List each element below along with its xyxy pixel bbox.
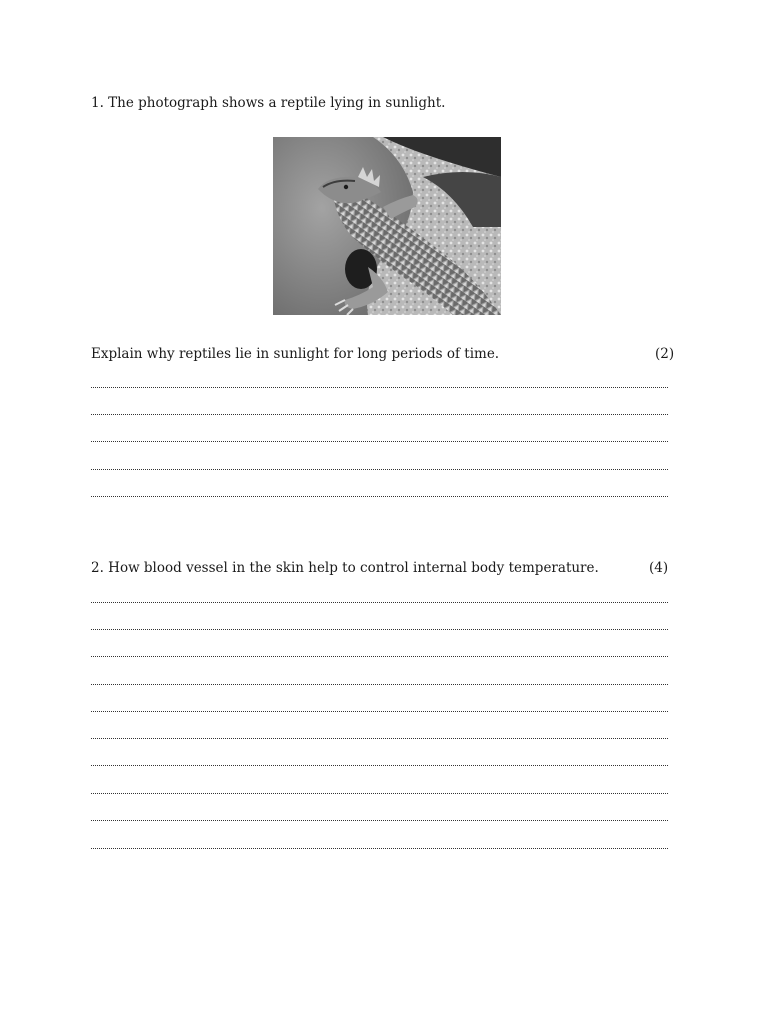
question-2-answer-line-3[interactable] xyxy=(91,656,668,657)
question-2-marks: (4) xyxy=(649,560,669,576)
question-2-answer-line-7[interactable] xyxy=(91,765,668,766)
question-2-answer-line-5[interactable] xyxy=(91,711,668,712)
question-2-answer-line-8[interactable] xyxy=(91,793,668,794)
question-1-answer-line-5[interactable] xyxy=(91,496,668,497)
question-2-answer-line-4[interactable] xyxy=(91,684,668,685)
question-1-prompt: Explain why reptiles lie in sunlight for long periods of time. xyxy=(91,346,500,362)
reptile-photo xyxy=(273,137,501,315)
question-1-marks: (2) xyxy=(655,346,675,362)
question-2-answer-line-10[interactable] xyxy=(91,848,668,849)
question-2-answer-line-9[interactable] xyxy=(91,820,668,821)
question-1-answer-line-2[interactable] xyxy=(91,414,668,415)
question-2-prompt: 2. How blood vessel in the skin help to control internal body temperature. xyxy=(91,560,599,576)
question-1-answer-line-1[interactable] xyxy=(91,387,668,388)
question-2-answer-line-6[interactable] xyxy=(91,738,668,739)
question-2-answer-line-2[interactable] xyxy=(91,629,668,630)
question-1-answer-line-3[interactable] xyxy=(91,441,668,442)
question-1-intro: 1. The photograph shows a reptile lying in sunlight. xyxy=(91,95,446,111)
question-1-answer-line-4[interactable] xyxy=(91,469,668,470)
question-2-answer-line-1[interactable] xyxy=(91,602,668,603)
